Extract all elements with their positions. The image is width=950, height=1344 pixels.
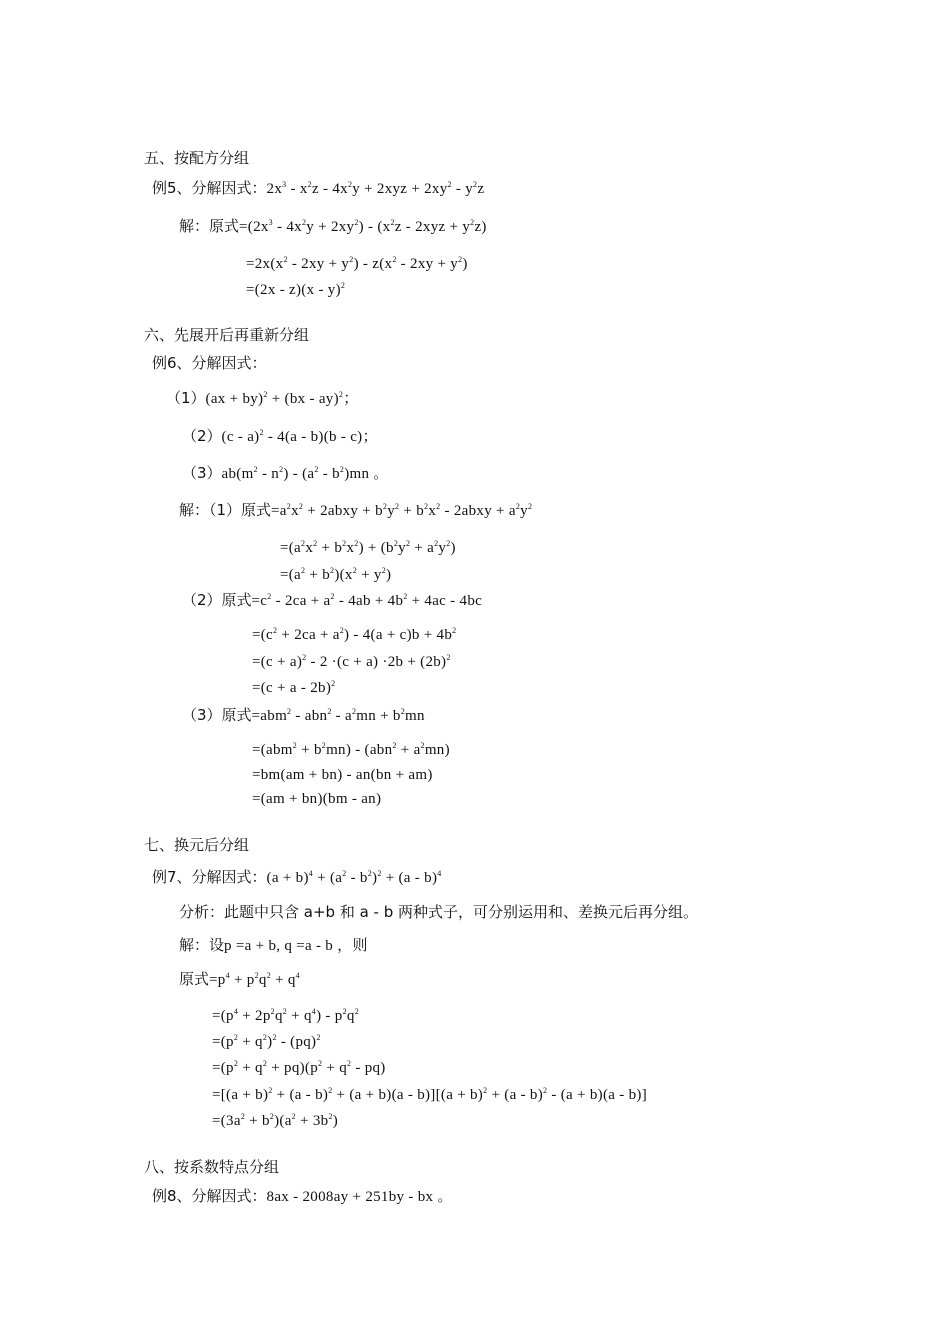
example-label: 例7、分解因式： — [152, 868, 267, 886]
part-label: （3） — [182, 464, 222, 482]
math-expression: $=c^2 - 2ca + a^2 - 4ab + 4b^2 + 4ac - 4bc$ — [251, 592, 483, 609]
solution-label: （2）原式 — [182, 591, 252, 609]
section-heading-6: 六、先展开后再重新分组 — [144, 326, 310, 344]
solution-7-step-1: $=(p^4 + 2p^2q^2 + q^4) - p^2q^2$ — [212, 1007, 359, 1024]
solution-6-3-step-4: =(am + bn)(bm - an) — [252, 791, 382, 807]
solution-7-step-0 — [179, 969, 300, 990]
solution-7-step-3: $=(p^2 + q^2 + pq)(p^2 + q^2 - pq)$ — [212, 1059, 386, 1076]
example-7 — [152, 867, 442, 888]
solution-5-step-2: $=2x(x^2 - 2xy + y^2) - z(x^2 - 2xy + y^2)$ — [246, 255, 468, 272]
solution-label: （3）原式 — [182, 706, 252, 724]
example-label: 例5、分解因式： — [152, 179, 267, 197]
section-heading-5: 五、按配方分组 — [144, 149, 250, 167]
solution-6-2-step-4: $=(c + a - 2b)^2$ — [252, 679, 336, 696]
solution-6-2-step-1 — [182, 590, 482, 611]
solution-6-3-step-1 — [182, 705, 425, 726]
math-expression: $=p^4 + p^2q^2 + q^4$ — [209, 971, 300, 988]
solution-6-1-step-3: $=(a^2 + b^2)(x^2 + y^2)$ — [280, 566, 392, 583]
solution-7-step-5: $=(3a^2 + b^2)(a^2 + 3b^2)$ — [212, 1112, 339, 1129]
math-expression: (c - a)$^2$ - 4(a - b)(b - c)； — [221, 428, 378, 445]
math-expression: $(a + b)^4 + (a^2 - b^2)^2 + (a - b)^4$ — [266, 869, 442, 886]
example-6: 例6、分解因式： — [152, 354, 267, 372]
example-5 — [152, 178, 484, 199]
example-8 — [152, 1186, 453, 1207]
part-label: （1） — [166, 389, 206, 407]
solution-label: 解：设 — [179, 936, 225, 954]
solution-7-step-4: $=[(a + b)^2 + (a - b)^2 + (a + b)(a - b)][(a + b)^2 + (a - b)^2 - (a + b)(a - b)]$ — [212, 1086, 647, 1103]
section-heading-8: 八、按系数特点分组 — [144, 1158, 280, 1176]
example-6-part-1 — [166, 388, 359, 409]
math-expression: $=abm^2 - abn^2 - a^2mn + b^2mn$ — [251, 707, 425, 724]
math-expression: $=(2x^3 - 4x^2y + 2xy^2) - (x^2z - 2xyz + y^2z)$ — [239, 218, 487, 235]
solution-5-step-3: =(2x - z)(x - y)$^2$ — [246, 281, 346, 298]
math-expression: (ax + by)$^2$ + (bx - ay)$^2$； — [205, 390, 359, 407]
example-label: 例8、分解因式： — [152, 1187, 267, 1205]
solution-7-step-2: $=(p^2 + q^2)^2 - (pq)^2$ — [212, 1033, 321, 1050]
solution-label: 解：（1）原式 — [179, 501, 272, 519]
example-6-part-2 — [182, 426, 378, 447]
substitution-7 — [179, 935, 367, 956]
example-6-part-3 — [182, 463, 389, 484]
solution-label: 原式 — [179, 970, 210, 988]
solution-6-1-step-2: $=(a^2x^2 + b^2x^2) + (b^2y^2 + a^2y^2)$ — [280, 539, 456, 556]
math-expression: $2x^3 - x^2z - 4x^2y + 2xyz + 2xy^2 - y^2z$ — [266, 180, 485, 197]
math-expression: $=a^2x^2$ + 2abxy + $b^2y^2 + b^2x^2$ - 2abxy + $a^2y^2$ — [271, 502, 533, 519]
math-expression: $ab(m^2 - n^2) - (a^2 - b^2)mn$ 。 — [221, 465, 389, 482]
then-label: 则 — [352, 936, 368, 954]
math-expression: p =a + b, q =a - b ， — [224, 938, 353, 954]
solution-6-1-step-1 — [179, 500, 532, 521]
solution-6-2-step-3: $=(c + a)^2 - 2 \cdot(c + a) \cdot 2b + (2b)^2$ — [252, 653, 451, 670]
part-label: （2） — [182, 427, 222, 445]
solution-label: 解：原式 — [179, 217, 240, 235]
math-expression: 8ax - 2008ay + 251by - bx 。 — [266, 1189, 453, 1205]
analysis-7: 分析：此题中只含 a+b 和 a - b 两种式子，可分别运用和、差换元后再分组。 — [179, 903, 699, 921]
section-heading-7: 七、换元后分组 — [144, 836, 250, 854]
solution-6-3-step-3: =bm(am + bn) - an(bn + am) — [252, 767, 433, 783]
solution-6-3-step-2: $=(abm^2 + b^2mn) - (abn^2 + a^2mn)$ — [252, 741, 450, 758]
solution-6-2-step-2: $=(c^2 + 2ca + a^2) - 4(a + c)b + 4b^2$ — [252, 626, 457, 643]
solution-5-step-1 — [179, 216, 487, 237]
